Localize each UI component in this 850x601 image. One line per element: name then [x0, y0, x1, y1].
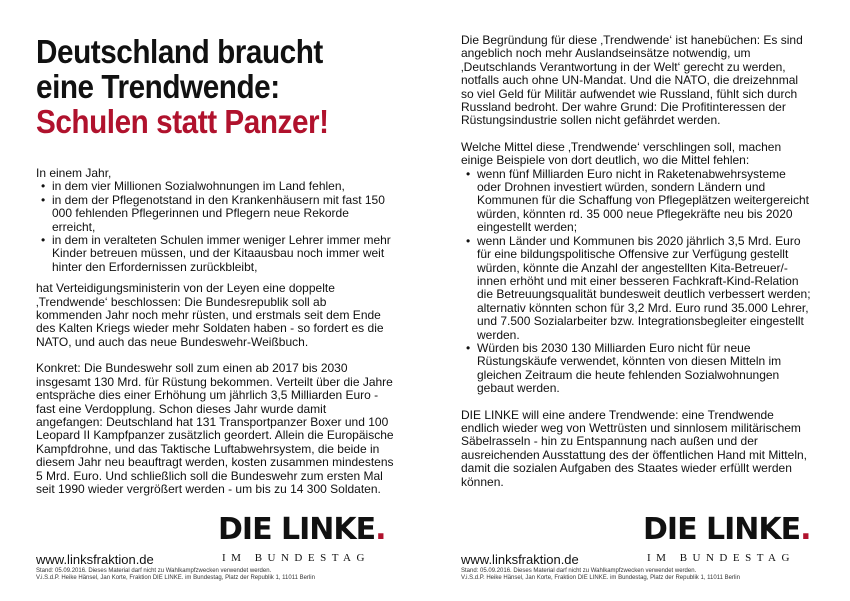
headline-line-1: Deutschland braucht: [36, 33, 323, 70]
imprint-line-1: Stand: 05.09.2016. Dieses Material darf nicht zu Wahlkampfzwecken verwendet werden.: [461, 568, 697, 574]
list-item: • in dem in veralteten Schulen immer weniger Lehrer immer mehr Kinder betreuen müssen, und der Kitaausbau noch immer weit hinter den Erfordernissen zurückbleibt,: [52, 234, 394, 274]
headline: [36, 34, 329, 139]
right-paragraph-3: DIE LINKE will eine andere Trendwende: eine Trendwende endlich wieder weg von Wettrüsten und sinnlosem militärischem Säbelrasseln - hin zu Entspannung nach außen und der ausreichenden Ausstattung des der öffentlichen Hand mit Mitteln, damit die sozialen Aufgaben des Staates wieder erfüllt werden können.: [461, 407, 807, 489]
list-item: • in dem der Pflegenotstand in den Krankenhäusern mit fast 150 000 fehlenden Pflegerinnen und Pflegern neue Rekorde erreicht,: [52, 194, 394, 234]
list-item: • Würden bis 2030 130 Milliarden Euro nicht für neue Rüstungskäufe verwendet, könnten von diesen Mitteln im gleichen Zeitraum die heute fehlenden Sozialwohnungen gebaut werden.: [477, 342, 813, 396]
die-linke-logo: [218, 512, 386, 547]
right-bullet-list: [461, 168, 813, 396]
website-link[interactable]: www.linksfraktion.de: [461, 552, 579, 567]
headline-line-3: Schulen statt Panzer!: [36, 103, 329, 140]
right-body: [461, 34, 813, 489]
intro-text: In einem Jahr,: [36, 166, 112, 180]
headline-line-2: eine Trendwende:: [36, 68, 280, 105]
logo-subtitle: IM BUNDESTAG: [647, 552, 795, 564]
logo-text: DIE LINKE: [218, 512, 376, 547]
imprint-line-2: V.i.S.d.P. Heike Hänsel, Jan Korte, Fraktion DIE LINKE. im Bundestag, Platz der Republik 1, 11011 Berlin: [461, 575, 740, 581]
logo-dot: .: [375, 512, 386, 547]
imprint-line-2: V.i.S.d.P. Heike Hänsel, Jan Korte, Fraktion DIE LINKE. im Bundestag, Platz der Republik 1, 11011 Berlin: [36, 575, 315, 581]
left-paragraph-2: Konkret: Die Bundeswehr soll zum einen ab 2017 bis 2030 insgesamt 130 Mrd. für Rüstung bekommen. Verteilt über die Jahre entspräche dies einer Erhöhung um jährlich 3,5 Milliarden Euro - fast eine Verdopplung. Schon dieses Jahr wurde damit angefangen: Deutschland hat 131 Transportpanzer Boxer und 100 Leopard II Kampfpanzer zusätzlich geordert. Allein die Europäische Kampfdrohne, und das Taktische Luftabwehrsystem, die beide in diesem Jahr neu beauftragt werden, kosten zusammen mindestens 5 Mrd. Euro. Und schließlich soll die Bundeswehr zum ersten Mal seit 1990 wieder vergrößert werden - um bis zu 14 300 Soldaten.: [36, 361, 394, 496]
list-item: • in dem vier Millionen Sozialwohnungen im Land fehlen,: [52, 180, 394, 193]
list-item: • wenn Länder und Kommunen bis 2020 jährlich 3,5 Mrd. Euro für eine bildungspolitische Offensive zur Verfügung gestellt würden, könnte die Anzahl der angestellten Kita-Betreuer/-innen erhöht und mit einer besseren Fachkraft-Kind-Relation die Betreuungsqualität bundesweit deutlich verbessert werden; alternativ könnten schon für 3,2 Mrd. Euro rund 35.000 Lehrer, und 7.500 Sozialarbeiter bzw. Integrationsbegleiter eingestellt werden.: [477, 235, 813, 342]
logo-text: DIE LINKE: [643, 512, 801, 547]
left-bullet-list: [36, 180, 394, 274]
logo-subtitle: IM BUNDESTAG: [222, 552, 370, 564]
right-page: [425, 0, 850, 601]
left-body: [36, 167, 394, 496]
logo-dot: .: [800, 512, 811, 547]
list-item: • wenn fünf Milliarden Euro nicht in Raketenabwehrsysteme oder Drohnen investiert würden, sondern Ländern und Kommunen für die Schaffung von Pflegeplätzen weitergereicht würden, könnten rd. 35 000 neue Pflegekräfte neu bis 2020 eingestellt werden;: [477, 168, 813, 235]
right-paragraph-1: Die Begründung für diese ‚Trendwende‘ ist hanebüchen: Es sind angeblich noch mehr Auslandseinsätze notwendig, um ‚Deutschlands Verantwortung in der Welt‘ gerecht zu werden, notfalls auch ohne UN-Mandat. Und die NATO, die dreizehnmal so viel Geld für Militär aufwendet wie Russland, fühlt sich durch Russland bedroht. Der wahre Grund: Die Profitinteressen der Rüstungsindustrie sollen nicht gefährdet werden.: [461, 33, 803, 128]
left-paragraph-1: hat Verteidigungsministerin von der Leyen eine doppelte ‚Trendwende‘ beschlossen: Die Bundesrepublik soll ab kommenden Jahr noch mehr rüsten, und erstmals seit dem Ende des Kalten Kriegs wieder mehr Soldaten haben - so fordert es die NATO, und auch das neue Bundeswehr-Weißbuch.: [36, 281, 384, 349]
website-link[interactable]: www.linksfraktion.de: [36, 552, 154, 567]
right-paragraph-2: Welche Mittel diese ‚Trendwende‘ verschlingen soll, machen einige Beispiele von dort deutlich, wo die Mittel fehlen:: [461, 139, 782, 168]
imprint-line-1: Stand: 05.09.2016. Dieses Material darf nicht zu Wahlkampfzwecken verwendet werden.: [36, 568, 272, 574]
die-linke-logo: [643, 512, 811, 547]
